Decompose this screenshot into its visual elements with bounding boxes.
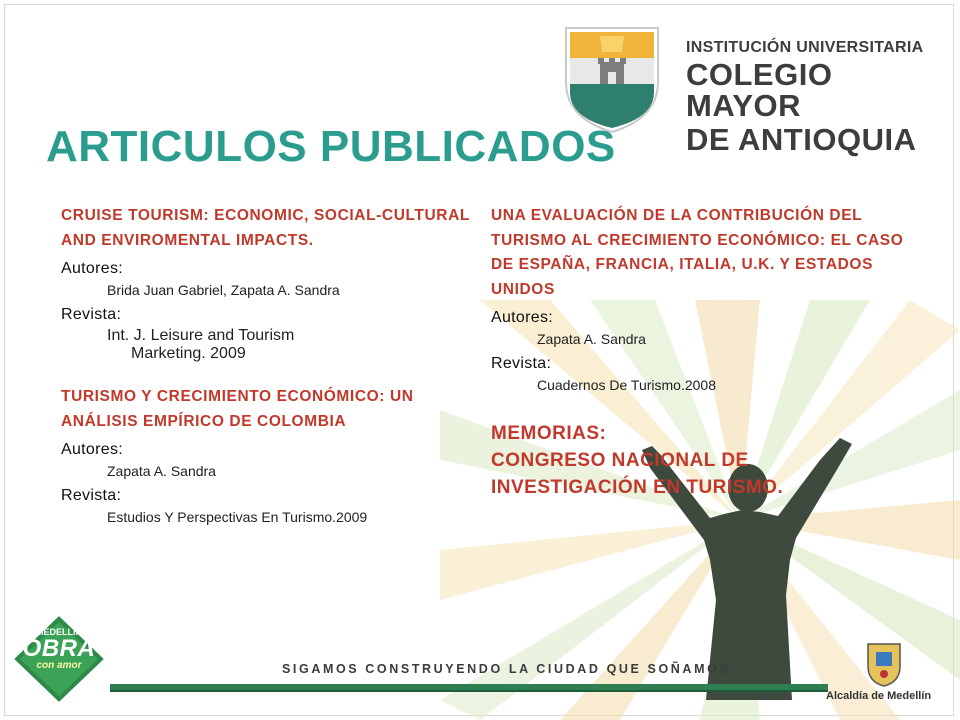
authors-label: Autores: (61, 441, 123, 458)
article-card (61, 385, 471, 526)
article-card (491, 204, 911, 394)
badge-text (10, 628, 108, 671)
journal-line-1: Int. J. Leisure and Tourism (107, 327, 295, 344)
right-column (491, 204, 911, 501)
alcaldia-label: Alcaldía de Medellín (826, 690, 932, 702)
journal-line-2: Marketing. 2009 (131, 345, 246, 362)
authors-value: Brida Juan Gabriel, Zapata A. Sandra (107, 282, 340, 298)
authors-label: Autores: (61, 260, 123, 277)
footer-slogan: SIGAMOS CONSTRUYENDO LA CIUDAD QUE SOÑAMOS (282, 662, 731, 676)
institution-line-2: COLEGIO MAYOR (686, 57, 833, 123)
institution-line-3: DE ANTIOQUIA (686, 122, 917, 157)
article-title: TURISMO Y CRECIMIENTO ECONÓMICO: UN ANÁLISIS EMPÍRICO DE COLOMBIA (61, 388, 414, 430)
page-title: ARTICULOS PUBLICADOS (46, 122, 616, 171)
journal-value: Estudios Y Perspectivas En Turismo.2009 (107, 509, 368, 525)
memorias-section (491, 420, 911, 501)
institution-line-1: INSTITUCIÓN UNIVERSITARIA (686, 39, 924, 56)
journal-value (107, 327, 471, 363)
institution-name (686, 40, 948, 155)
journal-label: Revista: (491, 355, 552, 372)
badge-line-1: MEDELLÍN (36, 627, 82, 637)
memorias-text: CONGRESO NACIONAL DE INVESTIGACIÓN EN TURISMO. (491, 450, 784, 498)
badge-line-2: OBRA (22, 635, 96, 662)
article-card (61, 204, 471, 363)
coat-of-arms-icon (862, 640, 906, 688)
memorias-heading: MEMORIAS: (491, 423, 607, 444)
left-column (61, 204, 471, 526)
article-title: CRUISE TOURISM: ECONOMIC, SOCIAL-CULTURAL AND ENVIROMENTAL IMPACTS. (61, 207, 470, 249)
badge-line-3: con amor (36, 660, 82, 671)
footer-bar-shadow (110, 690, 828, 692)
article-title: UNA EVALUACIÓN DE LA CONTRIBUCIÓN DEL TURISMO AL CRECIMIENTO ECONÓMICO: EL CASO DE ESPAÑA, FRANCIA, ITALIA, U.K. Y ESTADOS UNIDOS (491, 207, 904, 298)
institution-shield-logo (560, 22, 664, 134)
journal-label: Revista: (61, 487, 122, 504)
journal-label: Revista: (61, 306, 122, 323)
authors-value: Zapata A. Sandra (107, 463, 216, 479)
journal-value: Cuadernos De Turismo.2008 (537, 377, 716, 393)
authors-label: Autores: (491, 309, 553, 326)
authors-value: Zapata A. Sandra (537, 331, 646, 347)
